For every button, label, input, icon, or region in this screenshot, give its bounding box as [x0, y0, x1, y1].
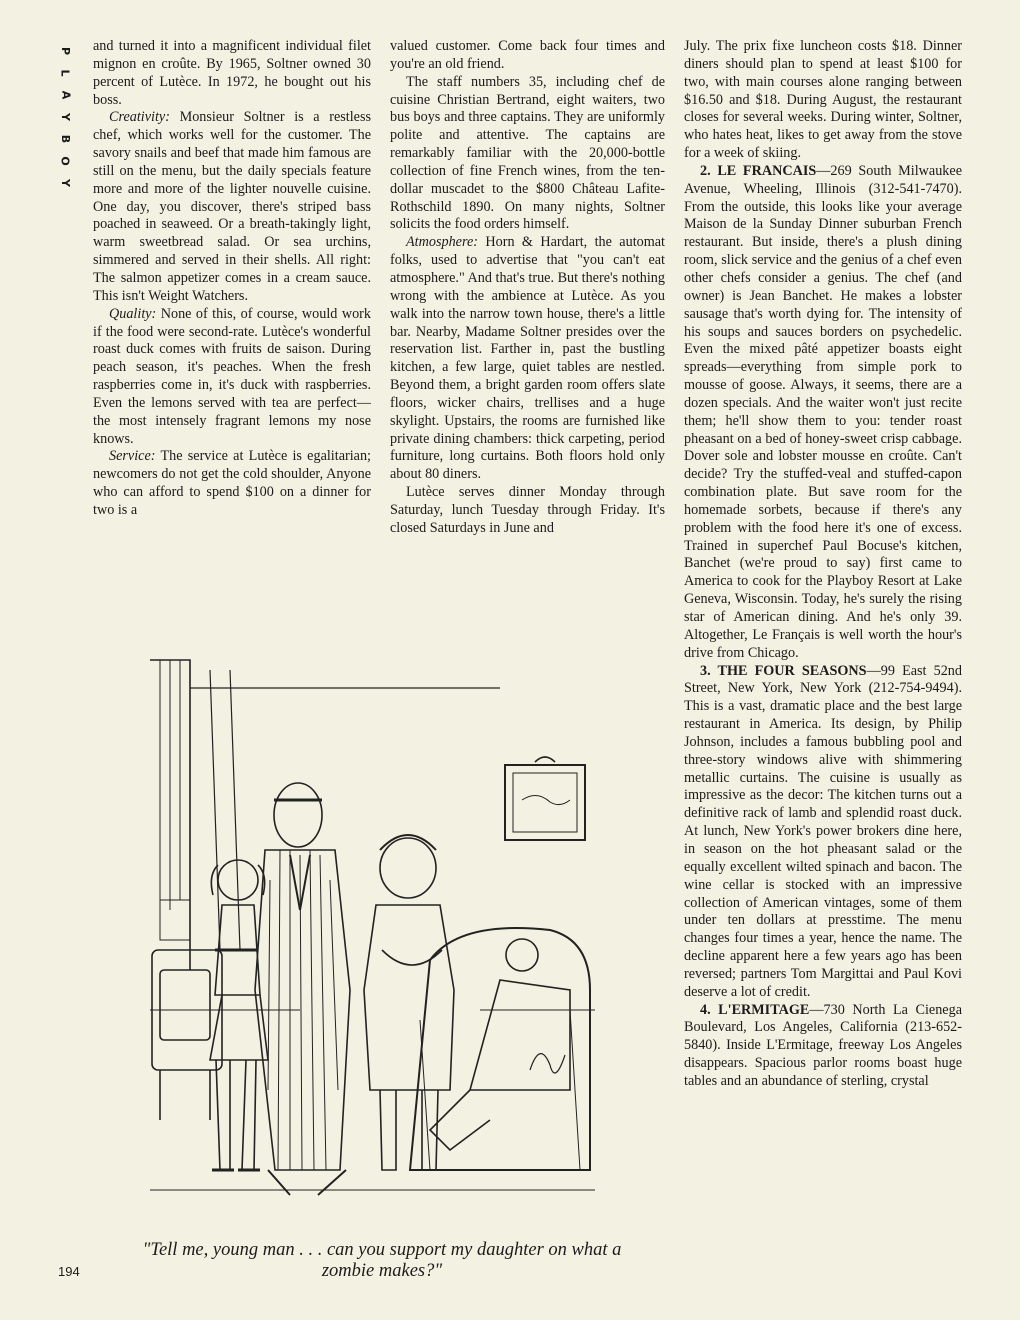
paragraph-lead: Service: [109, 448, 156, 465]
cartoon-caption: "Tell me, young man . . . can you support my daughter on what a zombie makes?" [142, 1240, 622, 1281]
sidebar-letter: Y [59, 113, 72, 121]
sidebar-letter: P [59, 46, 72, 56]
restaurant-heading: 4. L'ERMITAGE [700, 1001, 810, 1018]
sidebar-letter: A [58, 90, 72, 100]
paragraph: valued customer. Come back four times and you're an old friend. [390, 38, 665, 72]
sidebar-letter: Y [59, 179, 72, 187]
paragraph: and turned it into a magnificent individual filet mignon en croûte. By 1965, Soltner owned 30 percent of Lutèce. In 1972, he bought out his boss. [93, 38, 371, 108]
paragraph: 3. THE FOUR SEASONS—99 East 52nd Street, New York, New York (212-754-9494). This is a vast, dramatic place and the best large restaurant in America. Its design, by Philip Johnson, includes a famous bubbling pool and three-story windows alive with shimmering metallic curtains. The cuisine is usually as impressive as the decor: The kitchen turns out a definitive rack of lamb and splendid roast duck. At lunch, New York's power brokers dine here, in season on the hot pheasant salad or the equally excellent wilted spinach and bacon. The wine cellar is stocked with an impressive collection of American vintages, some of them under ten dollars at presstime. The menu changes four times a year, hence the name. The decline apparent here a few years ago has been reversed; partners Tom Margittai and Paul Kovi deserve a lot of credit. [684, 662, 962, 1000]
article-column-3 [684, 38, 962, 1091]
paragraph-lead: Creativity: [109, 109, 170, 126]
paragraph-lead: Quality: [109, 305, 157, 322]
sidebar-letter: B [58, 134, 72, 144]
restaurant-heading: 2. LE FRANCAIS [700, 162, 817, 179]
page-number: 194 [58, 1264, 80, 1279]
paragraph: The staff numbers 35, including chef de cuisine Christian Bertrand, eight waiters, two bus boys and three captains. They are uniformly polite and attentive. The captains are remarkably familiar with the 20,000-bottle collection of fine French wines, from the ten-dollar muscadet to the $800 Château Lafite-Rothschild 1890. On many nights, Soltner solicits the food orders himself. [390, 73, 665, 233]
paragraph-lead: Atmosphere: [406, 234, 478, 251]
paragraph: Creativity: Monsieur Soltner is a restless chef, which works well for the customer. The savory snails and beef that made him famous are still on the menu, but the daily specials feature more and more of the lighter nouvelle cuisine. One day, you discover, there's striped bass poached in seaweed. Or a breath-takingly light, warm sweetbread salad. Or sea urchins, simmered and served in their shells. All right: The salmon appetizer comes in a cream sauce. This isn't Weight Watchers. [93, 109, 372, 304]
restaurant-heading: 3. THE FOUR SEASONS [700, 662, 867, 679]
paragraph: Lutèce serves dinner Monday through Saturday, lunch Tuesday through Friday. It's closed Saturdays in June and [390, 484, 665, 536]
paragraph: 2. LE FRANCAIS—269 South Milwaukee Avenue, Wheeling, Illinois (312-541-7470). From the outside, this looks like your average Maison de la Sunday Dinner suburban French restaurant. But inside, there's a plush dining room, slick service and the genius of a chef even other chefs consider a genius. The chef (and owner) is Jean Banchet. He makes a lobster sausage that's worth dying for. The intensity of his soups and sauces borders on psychedelic. Even the mixed pâté appetizer boasts eight spreads—everything from simple pork to mousse of goose. Always, it seems, there are a dozen specials. And the waiter won't just recite them; he'll show them to you: tender roast pheasant on a bed of honey-sweet crisp cabbage. Dover sole and lobster mousse en croûte. Can't decide? Try the stuffed-veal and stuffed-capon combination plate. But save room for the homemade sorbets, because if there's any problem with the food here it's one of excess. Trained in superchef Paul Bocuse's kitchen, Banchet (we're proud to say) first came to America to cook for the Playboy Resort at Lake Geneva, Wisconsin. Today, he's surely the rising star of American dining. And he's only 39. Altogether, Le Français is well worth the hour's drive from Chicago. [684, 162, 962, 661]
sidebar-letter: O [58, 156, 72, 166]
playboy-sidebar-logo [57, 40, 73, 194]
paragraph: Atmosphere: Horn & Hardart, the automat folks, used to advertise that "you can't eat atmosphere." And that's true. But there's nothing wrong with the ambience at Lutèce. As you walk into the narrow town house, there's a little bar. Nearby, Madame Soltner presides over the reservation list. Farther in, past the bustling kitchen, a few large, quiet tables are nestled. Beyond them, a bright garden room offers slate floors, wicker chairs, trellises and a huge skylight. Upstairs, the rooms are furnished like private dining chambers: thick carpeting, period furniture, long curtains. Both floors hold only about 80 diners. [390, 234, 665, 483]
paragraph: Service: The service at Lutèce is egalitarian; newcomers do not get the cold shoulder, Anyone who can afford to spend $100 on a dinner for two is a [93, 448, 371, 518]
paragraph: July. The prix fixe luncheon costs $18. Dinner diners should plan to spend at least $100 for two, with main courses alone ranging between $16.50 and $18. During August, the restaurant closes for several weeks. During winter, Soltner, who hates heat, likes to get away from the stove for a week of skiing. [684, 38, 962, 162]
sidebar-letter: L [58, 69, 72, 77]
cartoon-illustration [150, 650, 595, 1225]
paragraph: 4. L'ERMITAGE—730 North La Cienega Boulevard, Los Angeles, California (213-652-5840). Inside L'Ermitage, freeway Los Angeles disappears. Spacious parlor rooms boast huge tables and an abundance of sterling, crystal [684, 1001, 962, 1089]
article-column-1 [93, 38, 371, 520]
article-column-2 [390, 38, 665, 538]
paragraph: Quality: None of this, of course, would work if the food were second-rate. Lutèce's wonderful roast duck comes with fruits de saison. During peach season, it's peaches. When the fresh raspberries come in, it's duck with raspberries. Even the lemons served with tea are perfect—the most intensely fragrant lemons my nose knows. [93, 305, 371, 447]
